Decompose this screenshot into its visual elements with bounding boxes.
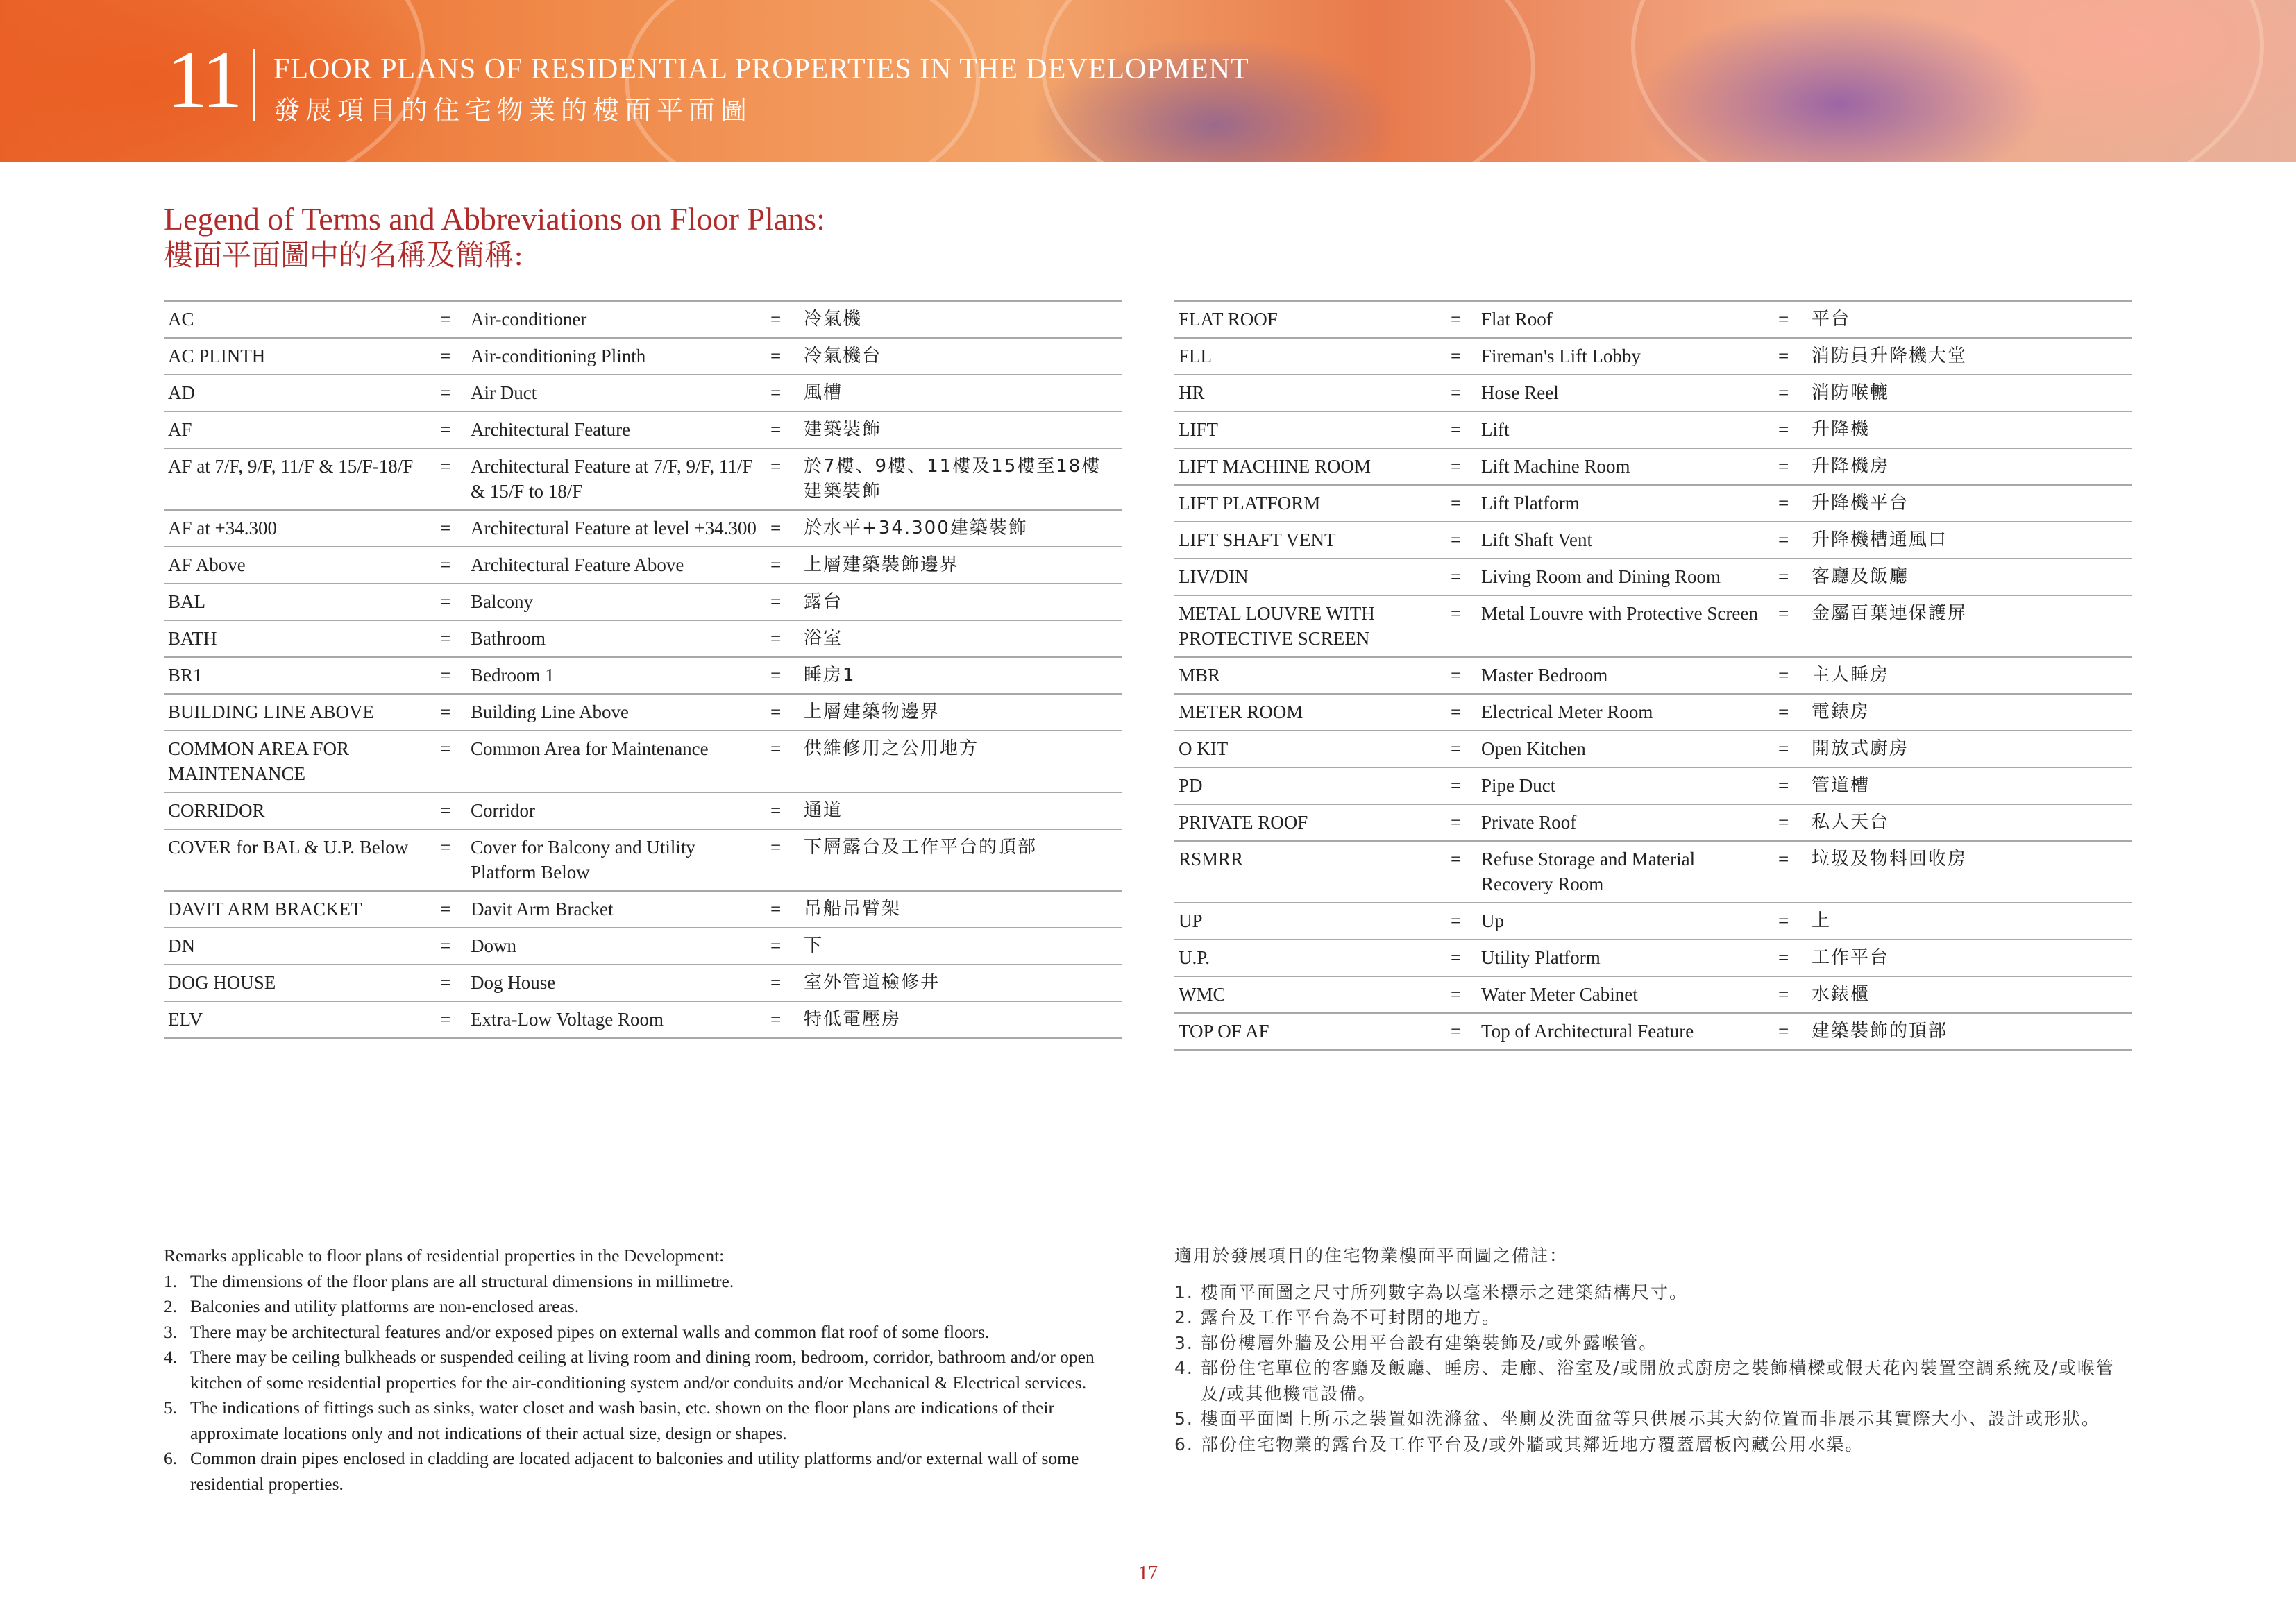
chinese-term-cell: 上層建築物邊界 (800, 694, 1122, 731)
english-term-cell: Open Kitchen (1477, 731, 1774, 767)
remark-item (164, 1294, 1123, 1320)
english-term-cell: Air-conditioner (466, 301, 766, 338)
equals-cell: = (766, 510, 800, 547)
abbr-cell: ELV (164, 1001, 436, 1038)
english-term-cell: Balcony (466, 584, 766, 620)
english-term-cell: Up (1477, 903, 1774, 940)
equals-cell: = (1446, 375, 1477, 411)
remark-text: Common drain pipes enclosed in cladding are located adjacent to balconies and utility platforms and/or external wall of some residential properties. (190, 1448, 1079, 1494)
remark-item (1174, 1407, 2134, 1432)
abbr-cell: DN (164, 928, 436, 965)
abbr-cell: BAL (164, 584, 436, 620)
remark-item (1174, 1305, 2134, 1331)
legend-row (164, 375, 1122, 411)
legend-row (164, 891, 1122, 928)
chinese-term-cell: 升降機槽通風口 (1807, 522, 2132, 559)
chinese-term-cell: 建築裝飾 (800, 411, 1122, 448)
chinese-term-cell: 金屬百葉連保護屏 (1807, 595, 2132, 657)
legend-row (164, 338, 1122, 375)
chinese-term-cell: 平台 (1807, 301, 2132, 338)
chinese-term-cell: 下 (800, 928, 1122, 965)
abbr-cell: O KIT (1174, 731, 1446, 767)
remark-number: 6. (1174, 1434, 1194, 1454)
english-term-cell: Architectural Feature at 7/F, 9/F, 11/F & 15/F to 18/F (466, 448, 766, 510)
equals-cell: = (766, 448, 800, 510)
remark-number: 1. (164, 1271, 178, 1291)
equals-cell: = (1446, 338, 1477, 375)
equals-cell: = (1774, 595, 1807, 657)
legend-row (1174, 411, 2132, 448)
equals-cell: = (1446, 976, 1477, 1013)
chapter-title-zh: 發展項目的住宅物業的樓面平面圖 (273, 95, 753, 126)
equals-cell: = (766, 338, 800, 375)
english-term-cell: Davit Arm Bracket (466, 891, 766, 928)
remark-item (164, 1320, 1123, 1345)
equals-cell: = (1774, 804, 1807, 841)
equals-cell: = (766, 1001, 800, 1038)
legend-row (164, 829, 1122, 891)
legend-row (1174, 657, 2132, 694)
equals-cell: = (766, 620, 800, 657)
equals-cell: = (1774, 1013, 1807, 1050)
legend-table-right (1174, 300, 2132, 1051)
remark-number: 1. (1174, 1282, 1194, 1302)
english-term-cell: Bathroom (466, 620, 766, 657)
equals-cell: = (436, 301, 466, 338)
chinese-term-cell: 冷氣機 (800, 301, 1122, 338)
abbr-cell: COVER for BAL & U.P. Below (164, 829, 436, 891)
legend-row (164, 965, 1122, 1001)
equals-cell: = (1774, 767, 1807, 804)
equals-cell: = (436, 620, 466, 657)
page-number: 17 (1138, 1563, 1158, 1584)
legend-row (1174, 559, 2132, 595)
chinese-term-cell: 電錶房 (1807, 694, 2132, 731)
chinese-term-cell: 升降機房 (1807, 448, 2132, 485)
english-term-cell: Lift Platform (1477, 485, 1774, 522)
chinese-term-cell: 供維修用之公用地方 (800, 731, 1122, 792)
legend-row (164, 694, 1122, 731)
remark-number: 6. (164, 1448, 178, 1468)
chinese-term-cell: 於水平+34.300建築裝飾 (800, 510, 1122, 547)
abbr-cell: DOG HOUSE (164, 965, 436, 1001)
chinese-term-cell: 主人睡房 (1807, 657, 2132, 694)
remark-item (164, 1345, 1123, 1395)
english-term-cell: Lift Machine Room (1477, 448, 1774, 485)
abbr-cell: BUILDING LINE ABOVE (164, 694, 436, 731)
english-term-cell: Flat Roof (1477, 301, 1774, 338)
abbr-cell: LIFT SHAFT VENT (1174, 522, 1446, 559)
legend-row (164, 301, 1122, 338)
abbr-cell: FLL (1174, 338, 1446, 375)
equals-cell: = (1774, 841, 1807, 903)
legend-row (164, 731, 1122, 792)
legend-row (1174, 804, 2132, 841)
remark-text: There may be ceiling bulkheads or suspended ceiling at living room and dining room, bedroom, corridor, bathroom and/or open kitchen of some residential properties for the air-conditioning system and/or conduits and/or Mechanical & Electrical services. (190, 1347, 1095, 1393)
legend-row (1174, 841, 2132, 903)
equals-cell: = (766, 411, 800, 448)
chapter-divider (253, 49, 255, 121)
legend-row (1174, 767, 2132, 804)
equals-cell: = (766, 584, 800, 620)
equals-cell: = (1774, 448, 1807, 485)
chinese-term-cell: 垃圾及物料回收房 (1807, 841, 2132, 903)
equals-cell: = (1446, 657, 1477, 694)
equals-cell: = (1446, 301, 1477, 338)
english-term-cell: Refuse Storage and Material Recovery Room (1477, 841, 1774, 903)
legend-row (164, 448, 1122, 510)
equals-cell: = (1446, 448, 1477, 485)
abbr-cell: HR (1174, 375, 1446, 411)
english-term-cell: Cover for Balcony and Utility Platform Below (466, 829, 766, 891)
remark-text: 部份住宅單位的客廳及飯廳、睡房、走廊、浴室及/或開放式廚房之裝飾橫樑或假天花內裝置空調系統及/或喉管及/或其他機電設備。 (1201, 1358, 2115, 1404)
chinese-term-cell: 升降機 (1807, 411, 2132, 448)
legend-row (1174, 694, 2132, 731)
english-term-cell: Pipe Duct (1477, 767, 1774, 804)
equals-cell: = (1446, 731, 1477, 767)
legend-row (164, 620, 1122, 657)
remark-item (1174, 1331, 2134, 1357)
remark-item (1174, 1280, 2134, 1306)
english-term-cell: Utility Platform (1477, 940, 1774, 976)
abbr-cell: UP (1174, 903, 1446, 940)
legend-row (164, 792, 1122, 829)
legend-row (1174, 731, 2132, 767)
abbr-cell: AF at +34.300 (164, 510, 436, 547)
legend-row (164, 547, 1122, 584)
chinese-term-cell: 上 (1807, 903, 2132, 940)
remark-text: 樓面平面圖上所示之裝置如洗滌盆、坐廁及洗面盆等只供展示其大約位置而非展示其實際大小、設計或形狀。 (1201, 1409, 2101, 1429)
remark-text: The dimensions of the floor plans are all structural dimensions in millimetre. (190, 1271, 734, 1291)
abbr-cell: LIV/DIN (1174, 559, 1446, 595)
remark-number: 5. (1174, 1409, 1194, 1429)
english-term-cell: Air-conditioning Plinth (466, 338, 766, 375)
remark-number: 4. (1174, 1358, 1194, 1378)
abbr-cell: COMMON AREA FOR MAINTENANCE (164, 731, 436, 792)
equals-cell: = (766, 694, 800, 731)
english-term-cell: Master Bedroom (1477, 657, 1774, 694)
remarks-zh-heading: 適用於發展項目的住宅物業樓面平面圖之備註： (1174, 1246, 1569, 1266)
english-term-cell: Private Roof (1477, 804, 1774, 841)
chinese-term-cell: 室外管道檢修井 (800, 965, 1122, 1001)
remark-text: 樓面平面圖之尺寸所列數字為以毫米標示之建築結構尺寸。 (1201, 1282, 1689, 1302)
equals-cell: = (436, 731, 466, 792)
equals-cell: = (1446, 1013, 1477, 1050)
equals-cell: = (1774, 940, 1807, 976)
remark-number: 4. (164, 1347, 178, 1367)
equals-cell: = (1446, 522, 1477, 559)
english-term-cell: Building Line Above (466, 694, 766, 731)
equals-cell: = (1446, 940, 1477, 976)
equals-cell: = (1774, 903, 1807, 940)
equals-cell: = (1774, 485, 1807, 522)
english-term-cell: Down (466, 928, 766, 965)
chinese-term-cell: 下層露台及工作平台的頂部 (800, 829, 1122, 891)
legend-row (1174, 485, 2132, 522)
legend-row (1174, 1013, 2132, 1050)
english-term-cell: Lift Shaft Vent (1477, 522, 1774, 559)
equals-cell: = (1774, 657, 1807, 694)
chinese-term-cell: 特低電壓房 (800, 1001, 1122, 1038)
abbr-cell: AF at 7/F, 9/F, 11/F & 15/F-18/F (164, 448, 436, 510)
equals-cell: = (1774, 301, 1807, 338)
legend-row (164, 1001, 1122, 1038)
equals-cell: = (766, 928, 800, 965)
abbr-cell: LIFT (1174, 411, 1446, 448)
chinese-term-cell: 睡房1 (800, 657, 1122, 694)
chinese-term-cell: 開放式廚房 (1807, 731, 2132, 767)
chinese-term-cell: 私人天台 (1807, 804, 2132, 841)
abbr-cell: AF Above (164, 547, 436, 584)
abbr-cell: AC (164, 301, 436, 338)
chinese-term-cell: 上層建築裝飾邊界 (800, 547, 1122, 584)
equals-cell: = (1774, 338, 1807, 375)
equals-cell: = (1774, 559, 1807, 595)
equals-cell: = (436, 411, 466, 448)
equals-cell: = (1446, 804, 1477, 841)
abbr-cell: MBR (1174, 657, 1446, 694)
chinese-term-cell: 客廳及飯廳 (1807, 559, 2132, 595)
equals-cell: = (1774, 694, 1807, 731)
english-term-cell: Architectural Feature Above (466, 547, 766, 584)
remark-text: There may be architectural features and/or exposed pipes on external walls and common flat roof of some floors. (190, 1321, 990, 1342)
equals-cell: = (436, 547, 466, 584)
equals-cell: = (1446, 559, 1477, 595)
legend-title-en: Legend of Terms and Abbreviations on Floor Plans: (164, 201, 825, 237)
remark-item (1174, 1432, 2134, 1458)
abbr-cell: AD (164, 375, 436, 411)
remark-text: The indications of fittings such as sinks, water closet and wash basin, etc. shown on the floor plans are indications of their approximate locations only and not indications of their actual size, design or shapes. (190, 1397, 1054, 1443)
english-term-cell: Air Duct (466, 375, 766, 411)
remark-number: 3. (164, 1321, 178, 1342)
equals-cell: = (1774, 522, 1807, 559)
equals-cell: = (436, 338, 466, 375)
chinese-term-cell: 升降機平台 (1807, 485, 2132, 522)
equals-cell: = (436, 928, 466, 965)
equals-cell: = (436, 1001, 466, 1038)
remarks-en-heading: Remarks applicable to floor plans of residential properties in the Development: (164, 1246, 725, 1266)
english-term-cell: Bedroom 1 (466, 657, 766, 694)
equals-cell: = (766, 792, 800, 829)
english-term-cell: Extra-Low Voltage Room (466, 1001, 766, 1038)
legend-title-zh: 樓面平面圖中的名稱及簡稱: (164, 238, 524, 272)
legend-title (164, 201, 825, 273)
english-term-cell: Lift (1477, 411, 1774, 448)
chapter-title-en: FLOOR PLANS OF RESIDENTIAL PROPERTIES IN THE DEVELOPMENT (273, 53, 1249, 85)
english-term-cell: Corridor (466, 792, 766, 829)
legend-row (1174, 903, 2132, 940)
header-banner (0, 0, 2296, 162)
equals-cell: = (766, 375, 800, 411)
equals-cell: = (766, 731, 800, 792)
chinese-term-cell: 工作平台 (1807, 940, 2132, 976)
equals-cell: = (1774, 976, 1807, 1013)
english-term-cell: Electrical Meter Room (1477, 694, 1774, 731)
legend-row (164, 584, 1122, 620)
equals-cell: = (1774, 375, 1807, 411)
legend-row (164, 928, 1122, 965)
abbr-cell: BATH (164, 620, 436, 657)
equals-cell: = (766, 965, 800, 1001)
abbr-cell: AF (164, 411, 436, 448)
legend-row (1174, 522, 2132, 559)
english-term-cell: Architectural Feature (466, 411, 766, 448)
equals-cell: = (436, 510, 466, 547)
english-term-cell: Water Meter Cabinet (1477, 976, 1774, 1013)
equals-cell: = (1774, 411, 1807, 448)
remark-number: 2. (164, 1296, 178, 1316)
english-term-cell: Living Room and Dining Room (1477, 559, 1774, 595)
legend-row (1174, 448, 2132, 485)
chinese-term-cell: 消防喉轆 (1807, 375, 2132, 411)
chinese-term-cell: 於7樓、9樓、11樓及15樓至18樓建築裝飾 (800, 448, 1122, 510)
equals-cell: = (766, 301, 800, 338)
equals-cell: = (436, 657, 466, 694)
english-term-cell: Fireman's Lift Lobby (1477, 338, 1774, 375)
legend-row (1174, 976, 2132, 1013)
equals-cell: = (436, 792, 466, 829)
chinese-term-cell: 建築裝飾的頂部 (1807, 1013, 2132, 1050)
legend-row (1174, 375, 2132, 411)
chinese-term-cell: 風槽 (800, 375, 1122, 411)
equals-cell: = (1446, 411, 1477, 448)
remark-item (164, 1269, 1123, 1295)
legend-row (1174, 301, 2132, 338)
remark-item (164, 1446, 1123, 1497)
equals-cell: = (436, 694, 466, 731)
legend-row (1174, 338, 2132, 375)
remark-number: 5. (164, 1397, 178, 1418)
equals-cell: = (766, 547, 800, 584)
equals-cell: = (436, 965, 466, 1001)
abbr-cell: BR1 (164, 657, 436, 694)
equals-cell: = (436, 584, 466, 620)
chinese-term-cell: 冷氣機台 (800, 338, 1122, 375)
legend-row (164, 657, 1122, 694)
equals-cell: = (436, 448, 466, 510)
abbr-cell: WMC (1174, 976, 1446, 1013)
english-term-cell: Dog House (466, 965, 766, 1001)
remark-item (164, 1395, 1123, 1446)
abbr-cell: AC PLINTH (164, 338, 436, 375)
equals-cell: = (1446, 903, 1477, 940)
english-term-cell: Architectural Feature at level +34.300 (466, 510, 766, 547)
equals-cell: = (766, 891, 800, 928)
equals-cell: = (1446, 595, 1477, 657)
legend-row (164, 510, 1122, 547)
chinese-term-cell: 吊船吊臂架 (800, 891, 1122, 928)
abbr-cell: U.P. (1174, 940, 1446, 976)
remarks-en (164, 1243, 1123, 1497)
abbr-cell: CORRIDOR (164, 792, 436, 829)
remark-text: 部份住宅物業的露台及工作平台及/或外牆或其鄰近地方覆蓋層板內藏公用水渠。 (1201, 1434, 1864, 1454)
remark-text: Balconies and utility platforms are non-enclosed areas. (190, 1296, 580, 1316)
remark-number: 3. (1174, 1332, 1194, 1353)
legend-row (1174, 940, 2132, 976)
abbr-cell: RSMRR (1174, 841, 1446, 903)
equals-cell: = (436, 375, 466, 411)
equals-cell: = (436, 829, 466, 891)
equals-cell: = (1446, 767, 1477, 804)
equals-cell: = (1446, 485, 1477, 522)
equals-cell: = (1446, 694, 1477, 731)
english-term-cell: Hose Reel (1477, 375, 1774, 411)
equals-cell: = (1446, 841, 1477, 903)
abbr-cell: DAVIT ARM BRACKET (164, 891, 436, 928)
abbr-cell: PD (1174, 767, 1446, 804)
equals-cell: = (766, 829, 800, 891)
remark-item (1174, 1356, 2134, 1407)
abbr-cell: METAL LOUVRE WITH PROTECTIVE SCREEN (1174, 595, 1446, 657)
chinese-term-cell: 露台 (800, 584, 1122, 620)
chinese-term-cell: 管道槽 (1807, 767, 2132, 804)
chinese-term-cell: 浴室 (800, 620, 1122, 657)
chinese-term-cell: 通道 (800, 792, 1122, 829)
abbr-cell: LIFT MACHINE ROOM (1174, 448, 1446, 485)
remark-text: 部份樓層外牆及公用平台設有建築裝飾及/或外露喉管。 (1201, 1332, 1658, 1353)
abbr-cell: TOP OF AF (1174, 1013, 1446, 1050)
equals-cell: = (766, 657, 800, 694)
remark-text: 露台及工作平台為不可封閉的地方。 (1201, 1307, 1501, 1327)
equals-cell: = (436, 891, 466, 928)
english-term-cell: Metal Louvre with Protective Screen (1477, 595, 1774, 657)
remark-number: 2. (1174, 1307, 1194, 1327)
abbr-cell: PRIVATE ROOF (1174, 804, 1446, 841)
abbr-cell: FLAT ROOF (1174, 301, 1446, 338)
equals-cell: = (1774, 731, 1807, 767)
legend-row (164, 411, 1122, 448)
abbr-cell: METER ROOM (1174, 694, 1446, 731)
legend-row (1174, 595, 2132, 657)
remarks-zh (1174, 1243, 2134, 1457)
chinese-term-cell: 水錶櫃 (1807, 976, 2132, 1013)
abbr-cell: LIFT PLATFORM (1174, 485, 1446, 522)
chinese-term-cell: 消防員升降機大堂 (1807, 338, 2132, 375)
legend-table-left (164, 300, 1122, 1039)
chapter-number: 11 (167, 34, 240, 125)
english-term-cell: Top of Architectural Feature (1477, 1013, 1774, 1050)
english-term-cell: Common Area for Maintenance (466, 731, 766, 792)
